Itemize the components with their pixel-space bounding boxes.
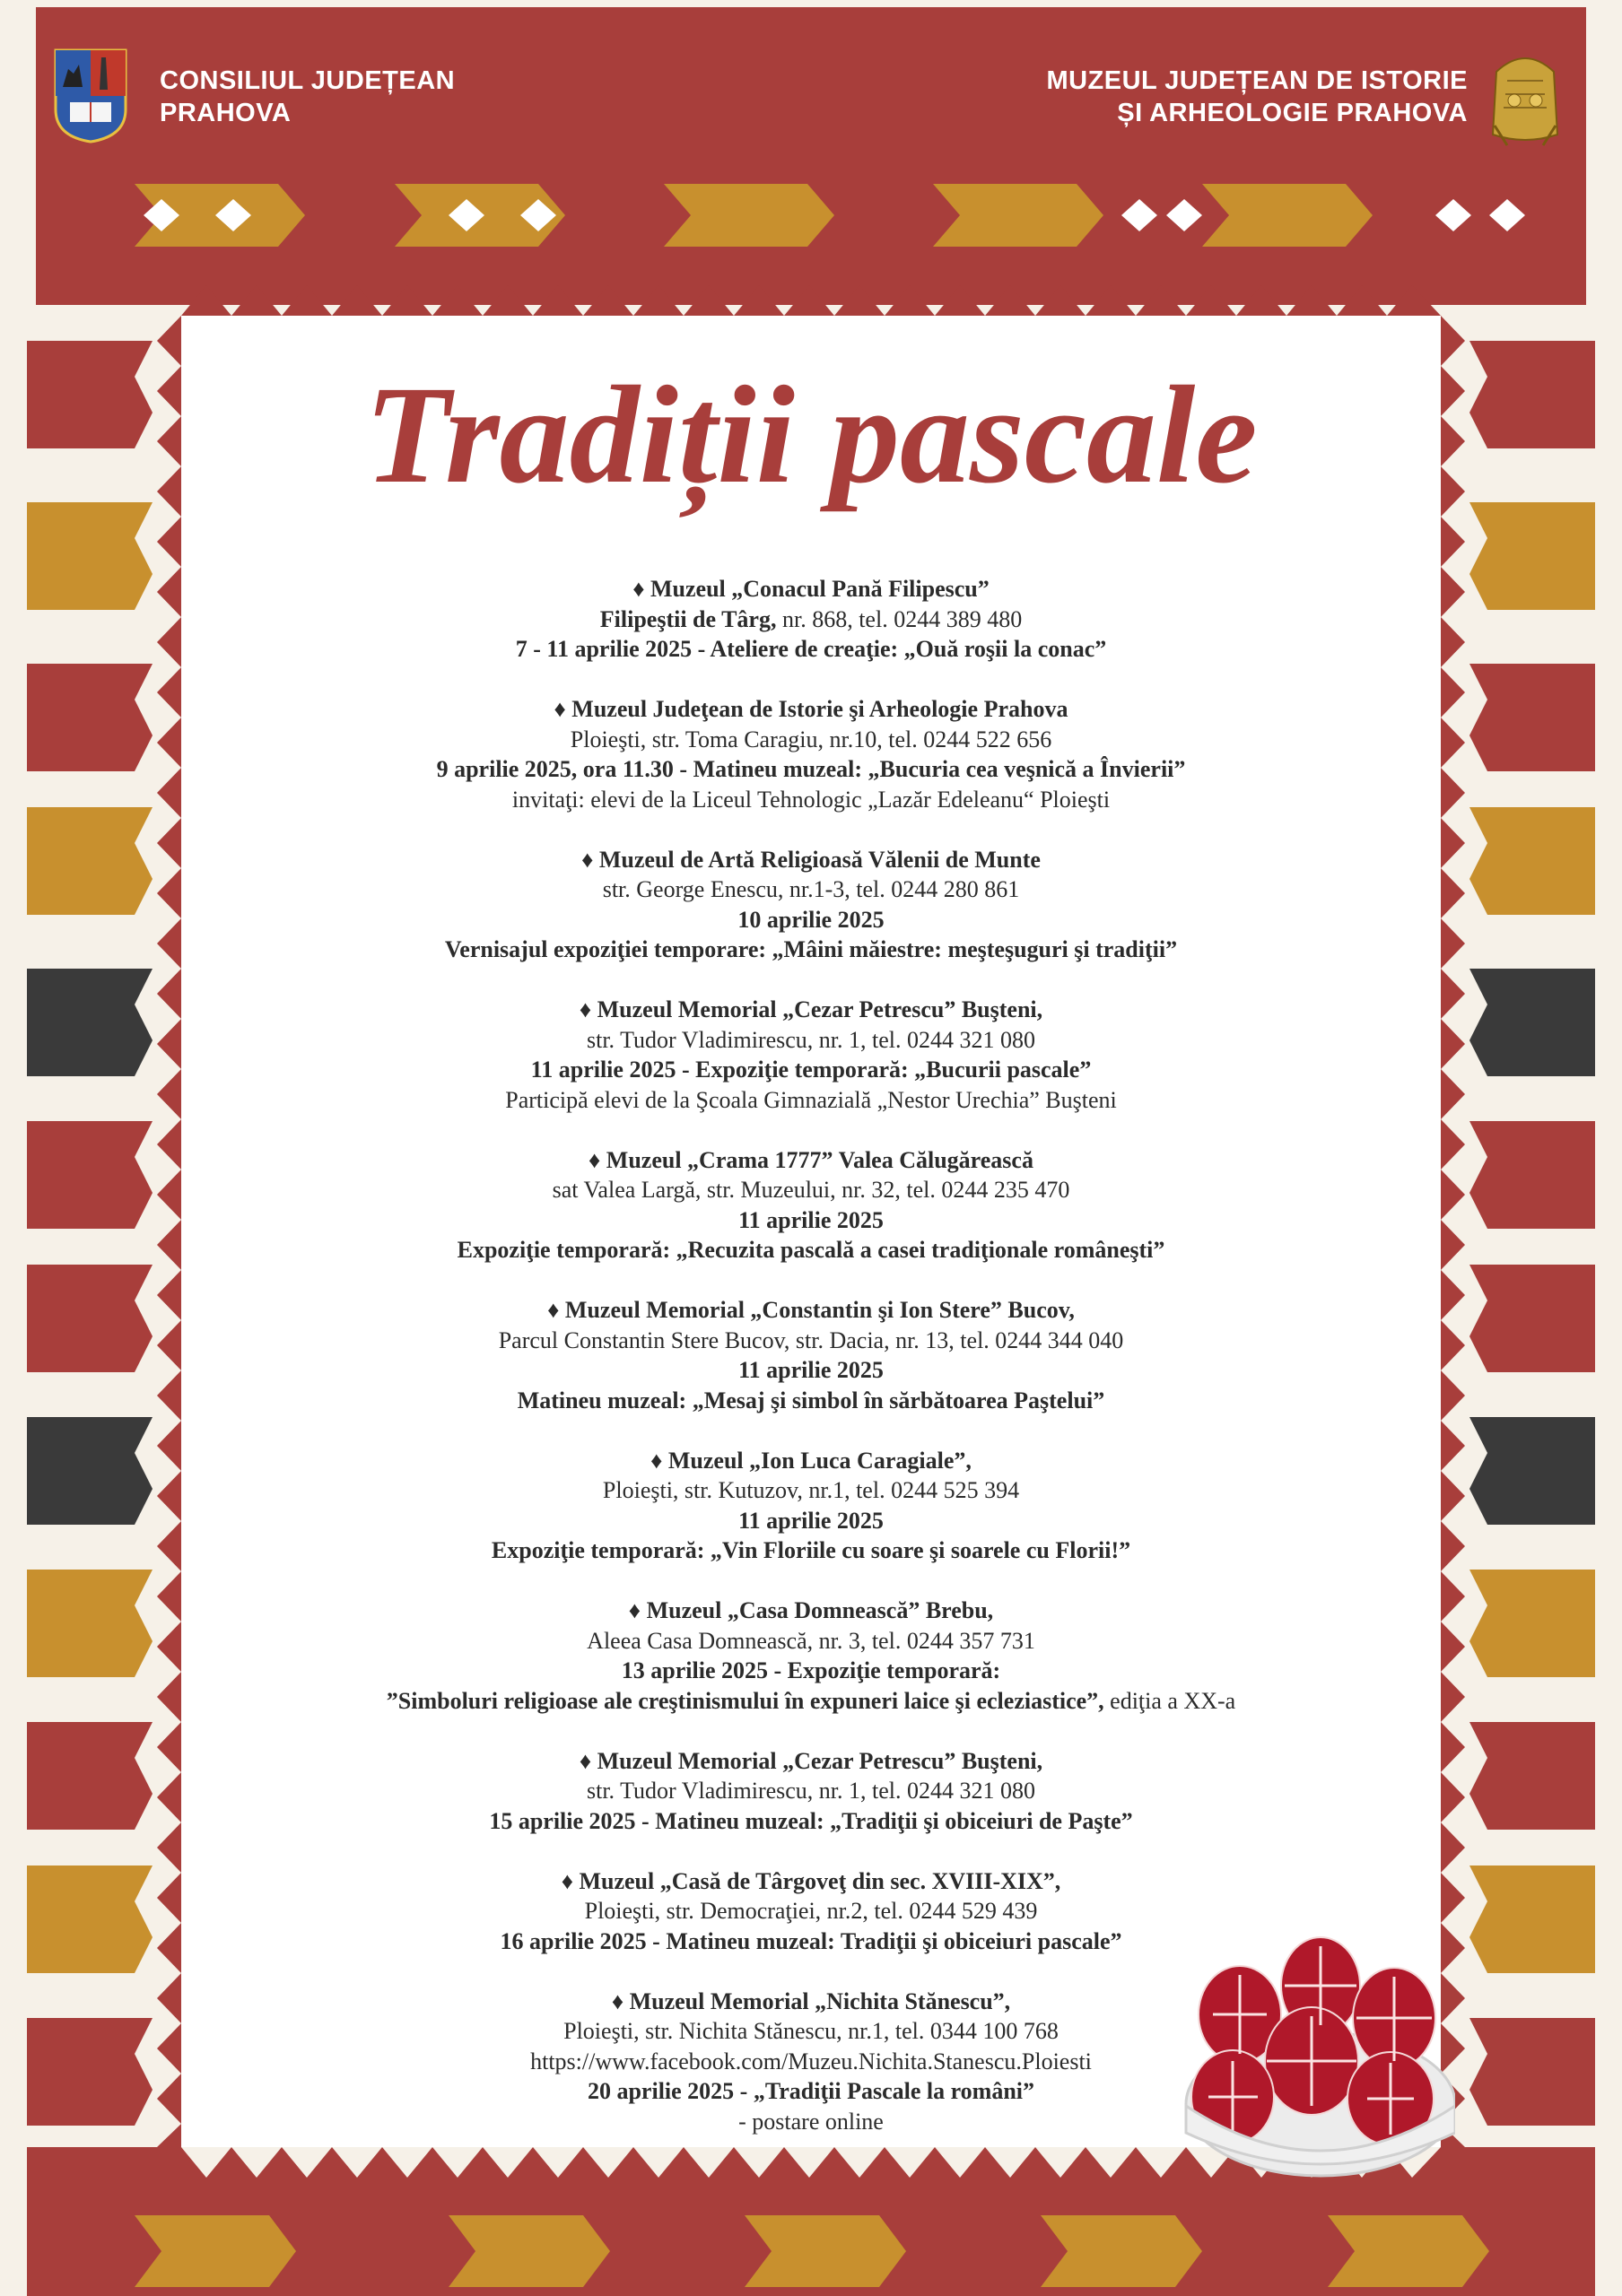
list-item (235, 1295, 1387, 1415)
program: Matineu muzeal: „Mesaj şi simbol în sărbătoarea Paştelui” (517, 1387, 1105, 1413)
program: 7 - 11 aprilie 2025 - Ateliere de creaţie: „Ouă roşii la conac” (515, 636, 1107, 662)
county-council-line2: PRAHOVA (160, 99, 292, 127)
museum-name: ♦ Muzeul Memorial „Nichita Stănescu”, (611, 1987, 1011, 2014)
address: Parcul Constantin Stere Bucov, str. Dacia, nr. 13, tel. 0244 344 040 (498, 1326, 1124, 1353)
address: str. Tudor Vladimirescu, nr. 1, tel. 0244 321 080 (586, 1778, 1036, 1804)
program: Expoziţie temporară: „Recuzita pascală a casei tradiţionale româneşti” (457, 1237, 1165, 1263)
museum-name: ♦ Muzeul Judeţean de Istorie şi Arheologie Prahova (554, 696, 1068, 722)
program: Vernisajul expoziţiei temporare: „Mâini măiestre: meşteşuguri şi tradiţii” (444, 936, 1178, 962)
address: str. Tudor Vladimirescu, nr. 1, tel. 0244 321 080 (586, 1026, 1036, 1053)
program-line2 (235, 1686, 1387, 1717)
museum-name: ♦ Muzeul Memorial „Cezar Petrescu” Buşteni, (579, 996, 1043, 1022)
edition: ediţia a XX-a (1103, 1687, 1236, 1714)
list-item (235, 995, 1387, 1115)
museum-name: ♦ Muzeul „Casă de Târgoveţ din sec. XVIII-XIX”, (561, 1867, 1061, 1894)
address: Ploieşti, str. Toma Caragiu, nr.10, tel. 0244 522 656 (570, 726, 1052, 752)
museum-name: ♦ Muzeul Memorial „Constantin şi Ion Stere” Bucov, (547, 1297, 1075, 1323)
list-item (235, 574, 1387, 665)
museum-name: ♦ Muzeul de Artă Religioasă Vălenii de Munte (581, 846, 1041, 873)
note: Participă elevi de la Şcoala Gimnazială „Nestor Urechia” Buşteni (505, 1086, 1117, 1113)
program: 11 aprilie 2025 - Expoziţie temporară: „Bucurii pascale” (530, 1057, 1092, 1083)
county-council-name (160, 65, 455, 129)
address: sat Valea Largă, str. Muzeului, nr. 32, tel. 0244 235 470 (552, 1177, 1070, 1203)
county-council-line1: CONSILIUL JUDEȚEAN (160, 66, 456, 95)
museum-name: ♦ Muzeul „Conacul Pană Filipescu” (632, 576, 990, 602)
museum-name: ♦ Muzeul „Crama 1777” Valea Călugărească (589, 1146, 1033, 1173)
museum-name (1046, 65, 1468, 129)
note: - postare online (738, 2108, 884, 2135)
program: Expoziţie temporară: „Vin Floriile cu soare şi soarele cu Florii!” (491, 1537, 1131, 1563)
event-date: 11 aprilie 2025 (738, 1507, 884, 1534)
list-item (235, 1746, 1387, 1837)
museum-name-line1: MUZEUL JUDEȚEAN DE ISTORIE (1046, 66, 1468, 95)
event-date: 11 aprilie 2025 (738, 1206, 884, 1233)
program: 13 aprilie 2025 - Expoziţie temporară: (621, 1657, 1001, 1683)
address: Ploieşti, str. Democraţiei, nr.2, tel. 0244 529 439 (584, 1898, 1038, 1924)
program: 20 aprilie 2025 - „Tradiţii Pascale la români” (587, 2078, 1035, 2104)
list-item (235, 1446, 1387, 1566)
list-item (235, 1145, 1387, 1265)
address-text: nr. 868, tel. 0244 389 480 (776, 605, 1023, 632)
address: str. George Enescu, nr.1-3, tel. 0244 280 861 (602, 876, 1020, 902)
page-title: Tradiții pascale (364, 357, 1258, 512)
museum-name: ♦ Muzeul Memorial „Cezar Petrescu” Buşteni, (579, 1747, 1043, 1774)
note: invitaţi: elevi de la Liceul Tehnologic „Lazăr Edeleanu“ Ploieşti (511, 786, 1111, 813)
program-title: ”Simboluri religioase ale creştinismului în expuneri laice şi ecleziastice”, (386, 1687, 1104, 1714)
county-crest-icon (52, 47, 129, 145)
list-item (235, 1596, 1387, 1716)
address: Aleea Casa Domnească, nr. 3, tel. 0244 357 731 (587, 1627, 1035, 1654)
facebook-link[interactable]: https://www.facebook.com/Muzeu.Nichita.Stanescu.Ploiesti (530, 2048, 1092, 2074)
museum-name: ♦ Muzeul „Casa Domnească” Brebu, (628, 1597, 994, 1623)
museum-name-line2: ȘI ARHEOLOGIE PRAHOVA (1117, 99, 1468, 127)
program: 9 aprilie 2025, ora 11.30 - Matineu muzeal: „Bucuria cea veşnică a Învierii” (436, 756, 1186, 782)
list-item (235, 694, 1387, 814)
event-date: 11 aprilie 2025 (738, 1357, 884, 1383)
red-easter-eggs-bowl-icon (1132, 1900, 1455, 2187)
address (235, 604, 1387, 635)
address: Ploieşti, str. Nichita Stănescu, nr.1, tel. 0344 100 768 (563, 2018, 1059, 2044)
list-item (235, 845, 1387, 965)
place-name: Filipeştii de Târg, (599, 605, 777, 632)
program: 15 aprilie 2025 - Matineu muzeal: „Tradiţii şi obiceiuri de Paşte” (489, 1807, 1133, 1834)
golden-helmet-icon (1486, 45, 1565, 151)
address: Ploieşti, str. Kutuzov, nr.1, tel. 0244 525 394 (602, 1477, 1020, 1503)
museum-name: ♦ Muzeul „Ion Luca Caragiale”, (650, 1447, 972, 1474)
event-date: 10 aprilie 2025 (737, 906, 885, 933)
program: 16 aprilie 2025 - Matineu muzeal: Tradiţii şi obiceiuri pascale” (500, 1927, 1122, 1954)
